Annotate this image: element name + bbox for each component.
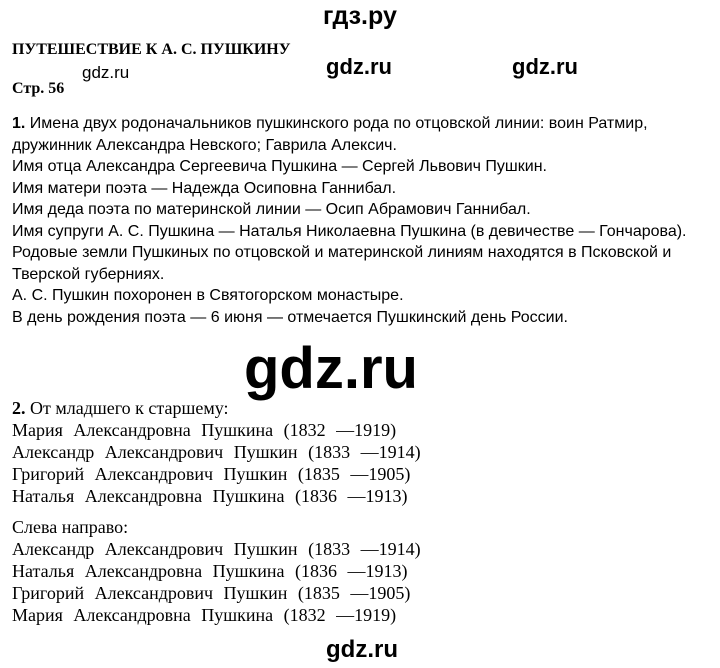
section-2-row: Мария Александровна Пушкина (1832 —1919): [12, 420, 397, 440]
section-1-line-0: [12, 113, 712, 156]
section-2-intro: От младшего к старшему:: [30, 398, 229, 418]
watermark-small: gdz.ru: [82, 63, 130, 82]
watermark-mid-left: gdz.ru: [326, 54, 392, 79]
section-1-line-2: Имя матери поэта — Надежда Осиповна Ганнибал.: [12, 179, 397, 197]
section-3: [12, 516, 421, 626]
section-3-row: Александр Александрович Пушкин (1833 —1914): [12, 539, 421, 559]
section-3-row: Наталья Александровна Пушкина (1836 —1913): [12, 561, 408, 581]
section-2-number: 2.: [12, 398, 26, 418]
section-1-line-7: В день рождения поэта — 6 июня — отмечается Пушкинский день России.: [12, 308, 568, 326]
document-title: ПУТЕШЕСТВИЕ К А. С. ПУШКИНУ: [12, 41, 291, 58]
section-3-row: Григорий Александрович Пушкин (1835 —1905): [12, 583, 411, 603]
section-1-line-5: Родовые земли Пушкиных по отцовской и материнской линиям находятся в Псковской и Тверской губерниях.: [12, 244, 672, 283]
section-1-line-6: А. С. Пушкин похоронен в Святогорском монастыре.: [12, 287, 404, 304]
watermark-big: gdz.ru: [244, 336, 418, 401]
section-2-intro-line: [12, 397, 421, 419]
page-number: Стр. 56: [12, 80, 65, 97]
section-1-text-0: Имена двух родоначальников пушкинского рода по отцовской линии: воин Ратмир, дружинник Александра Невского; Гаврила Алексич.: [12, 115, 648, 154]
section-1: [12, 113, 712, 328]
watermark-top: гдз.ру: [323, 2, 397, 30]
section-2-row: Александр Александрович Пушкин (1833 —1914): [12, 442, 421, 462]
section-1-line-3: Имя деда поэта по материнской линии — Осип Абрамович Ганнибал.: [12, 201, 531, 218]
watermark-bottom: gdz.ru: [326, 636, 398, 663]
section-2-row: Наталья Александровна Пушкина (1836 —1913): [12, 486, 408, 506]
section-1-number: 1.: [12, 115, 26, 132]
section-1-line-4: Имя супруги А. С. Пушкина — Наталья Николаевна Пушкина (в девичестве — Гончарова).: [12, 222, 687, 240]
section-3-intro: Слева направо:: [12, 517, 129, 537]
section-3-row: Мария Александровна Пушкина (1832 —1919): [12, 605, 397, 625]
section-1-line-1: Имя отца Александра Сергеевича Пушкина — Сергей Львович Пушкин.: [12, 158, 547, 175]
section-2: [12, 397, 421, 507]
section-2-row: Григорий Александрович Пушкин (1835 —1905): [12, 464, 411, 484]
watermark-mid-right: gdz.ru: [512, 54, 578, 79]
